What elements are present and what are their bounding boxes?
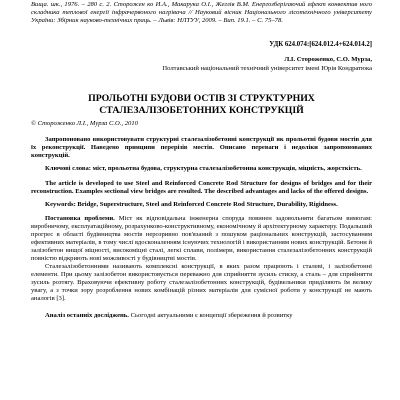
affiliation: Полтавський національний технічний університет імені Юрія Кондратюка bbox=[162, 65, 372, 72]
problem-statement-label: Постановка проблеми. bbox=[45, 215, 115, 222]
keywords-ukrainian-label: Ключові слова: bbox=[45, 165, 91, 172]
copyright-notice: © Стороженко Л.І., Мурза С.О., 2010 bbox=[31, 120, 138, 127]
abstract-english: The article is developed to use Steel and Reinforced Concrete Rod Structure for designs of bridges and for their reconstruction. Examples sectional view bridges are resulted. The described advantages and lacks of the offered designs. bbox=[31, 180, 372, 195]
article-title-line-1: ПРОЛЬОТНІ БУДОВИ ОСТІВ ЗІ СТРУКТУРНИХ bbox=[88, 93, 315, 104]
body-paragraph-composite: Сталезалізобетонними називають комплексні конструкції, в яких разом працюють і сталеві, і залізобетонні елементи. При цьому залізобетон використовується переважно для сприйняття зусиль стиску, а сталь – для сприйняття зусиль розтягу. Враховуючи ефективну роботу сталезалізобетонних конструкцій, будівельники приділяють їм велику увагу, а з точки зору розроблення нових комбінацій різних матеріалів для сумісної роботи у конструкції не мають аналогів [3]. bbox=[31, 263, 372, 302]
authors: Л.І. Стороженко, С.О. Мурза, bbox=[284, 56, 372, 63]
analysis-label: Аналіз останніх досліджень. bbox=[45, 312, 129, 319]
reference-text-end: конвектив ного складника теплової енергії інфрачервоного нагрівача // Науковий вісник Національного лісотехнічного університету України: Збірник науково-технічних праць. – Львів: НЛТУУ, 2009. – Вип. 19.1. – С. 75–78. bbox=[31, 1, 373, 24]
body-paragraph-problem bbox=[31, 215, 372, 263]
article-title bbox=[31, 93, 372, 117]
analysis-text: Сьогодні актуальними є концепції збереження й розвитку bbox=[128, 312, 293, 319]
keywords-ukrainian bbox=[31, 165, 372, 173]
abstract-ukrainian: Запропоновано використовувати структурні сталезалізобетонні конструкції як прольотні будови мостів для їх реконструкції. Наведено принципи перерізів мостів. Описано переваги і недоліки запропонованих конструкцій. bbox=[31, 136, 372, 159]
keywords-english bbox=[31, 201, 372, 209]
udk-code: УДК 624.074:[624.012.4+624.014.2] bbox=[269, 41, 372, 48]
previous-article-references bbox=[31, 0, 372, 25]
article-title-line-2: СТАЛЕЗАЛІЗОБЕТОННИХ КОНСТРУКЦІЙ bbox=[99, 105, 304, 116]
keywords-ukrainian-text: міст, прольотна будова, структурна сталезалізобетонна конструкція, міцність, жорсткість. bbox=[90, 165, 362, 172]
keywords-english-label: Keywords: bbox=[45, 201, 76, 208]
body-paragraph-analysis bbox=[31, 312, 372, 320]
keywords-english-text: Bridge, Superstructure, Steel and Reinforced Concrete Rod Structure, Durability, Rigidness. bbox=[75, 201, 338, 208]
problem-statement-text: Міст як відповідальна інженерна споруда повинен задовольняти багатьом вимогам: виробничому, експлуатаційному, розрахунково-конструктивному, економічному й архітектурному характеру. Подальший прогрес в області будівництва мостів нерозривно пов'язаний з пошуком раціональних конструкцій, застосуванням ефективних матеріалів, в тому числі вдосконаленням існуючих технологій і використанням нових конструкцій. Бетони й залізобетон вищої міцності, високоміцні сталі, легкі сплави, полімери, використання сталезалізобетонних конструкцій повністю відкриють нові можливості у будівництві мостів. bbox=[31, 215, 372, 262]
reference-text-start: Вища. шк., 1976. – 280 с. 2. Сторожен bbox=[31, 1, 148, 8]
reference-text-middle: ко И.А., Макарука О.І., Жеглів В.М. Енергозберігаючий ефект bbox=[147, 1, 326, 8]
